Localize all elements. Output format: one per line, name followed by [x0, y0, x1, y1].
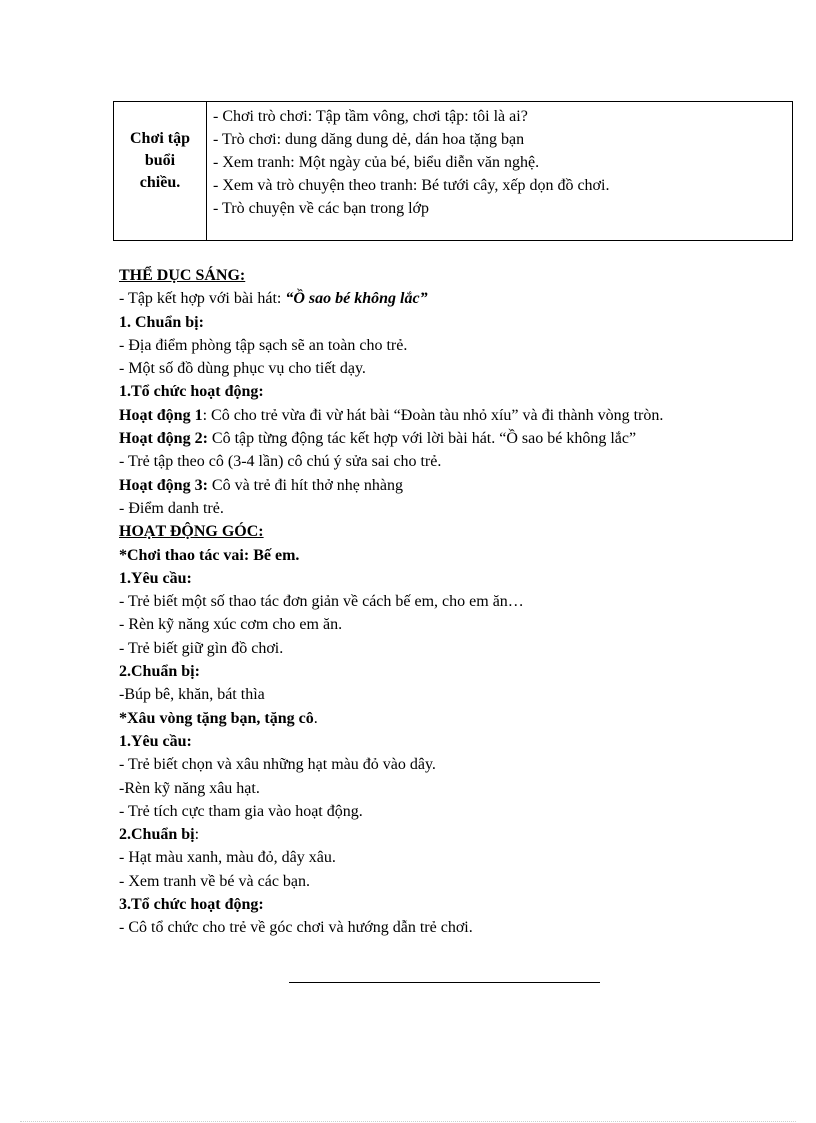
list-item: - Một số đồ dùng phục vụ cho tiết dạy. — [119, 360, 366, 378]
list-item: - Trẻ biết giữ gìn đồ chơi. — [119, 639, 284, 657]
list-item: - Hạt màu xanh, màu đỏ, dây xâu. — [119, 849, 336, 867]
section-heading-corner-activities: HOẠT ĐỘNG GÓC: — [119, 523, 264, 541]
list-item: - Điểm danh trẻ. — [119, 499, 224, 517]
activity-text: : Cô cho trẻ vừa đi vừ hát bài “Đoàn tàu nhỏ xíu” và đi thành vòng tròn. — [202, 406, 664, 424]
schedule-label-line: buổi — [144, 152, 176, 169]
list-item: - Chơi trò chơi: Tập tầm vông, chơi tập: tôi là ai? — [213, 108, 528, 125]
list-item: -Búp bê, khăn, bát thìa — [119, 686, 265, 704]
morning-intro — [119, 287, 709, 310]
list-item: - Trò chuyện về các bạn trong lớp — [213, 200, 429, 217]
subheading-requirements: 1.Yêu cầu: — [119, 569, 192, 587]
list-item: - Trò chơi: dung dăng dung dẻ, dán hoa tặng bạn — [213, 131, 525, 148]
activity-label: Hoạt động 1 — [119, 406, 203, 424]
schedule-label-line: Chơi tập — [130, 130, 190, 147]
subheading-prep: 2.Chuẩn bị — [119, 826, 195, 844]
activity-text: Cô và trẻ đi hít thở nhẹ nhàng — [207, 476, 403, 494]
subheading-prep: 1. Chuẩn bị: — [119, 313, 204, 331]
activity-2 — [119, 427, 709, 450]
schedule-items-cell — [207, 102, 793, 241]
song-title: “Ồ sao bé không lắc” — [285, 290, 428, 308]
schedule-label-line: chiều. — [139, 174, 181, 191]
role-play-title: *Chơi thao tác vai: Bế em. — [119, 546, 300, 564]
page-bottom-border — [20, 1121, 796, 1122]
afternoon-schedule-table — [113, 101, 793, 241]
colon: : — [194, 826, 200, 844]
table-row — [114, 102, 793, 241]
list-item: - Xem và trò chuyện theo tranh: Bé tưới cây, xếp dọn đồ chơi. — [213, 177, 610, 194]
subheading-organization: 3.Tổ chức hoạt động: — [119, 896, 264, 914]
bead-title-line — [119, 707, 709, 730]
activity-text: Cô tập từng động tác kết hợp với lời bài hát. “Ồ sao bé không lắc” — [207, 430, 637, 448]
activity-3 — [119, 474, 709, 497]
morning-intro-text: - Tập kết hợp với bài hát: — [119, 290, 286, 308]
list-item: - Rèn kỹ năng xúc cơm cho em ăn. — [119, 616, 343, 634]
list-item: - Cô tổ chức cho trẻ về góc chơi và hướng dẫn trẻ chơi. — [119, 919, 473, 937]
list-item: - Trẻ tích cực tham gia vào hoạt động. — [119, 802, 363, 820]
section-heading-morning-exercise: THỂ DỤC SÁNG: — [119, 267, 246, 284]
list-item: - Xem tranh về bé và các bạn. — [119, 872, 311, 890]
document-body — [119, 264, 709, 940]
list-item: - Trẻ biết chọn và xâu những hạt màu đỏ vào dây. — [119, 756, 436, 774]
activity-1 — [119, 404, 709, 427]
end-divider — [289, 982, 600, 983]
list-item: - Trẻ tập theo cô (3-4 lần) cô chú ý sửa sai cho trẻ. — [119, 453, 442, 471]
activity-label: Hoạt động 2: — [119, 430, 208, 448]
bead-title: *Xâu vòng tặng bạn, tặng cô — [119, 709, 314, 727]
list-item: - Trẻ biết một số thao tác đơn giản về cách bế em, cho em ăn… — [119, 593, 524, 611]
bead-title-dot: . — [313, 709, 318, 727]
list-item: - Địa điểm phòng tập sạch sẽ an toàn cho trẻ. — [119, 336, 408, 354]
list-item: - Xem tranh: Một ngày của bé, biểu diễn văn nghệ. — [213, 154, 540, 171]
bead-prep-heading-line — [119, 823, 709, 846]
list-item: -Rèn kỹ năng xâu hạt. — [119, 779, 260, 797]
schedule-label-cell — [114, 102, 207, 241]
subheading-requirements: 1.Yêu cầu: — [119, 732, 192, 750]
activity-label: Hoạt động 3: — [119, 476, 208, 494]
subheading-prep: 2.Chuẩn bị: — [119, 663, 200, 681]
subheading-organization: 1.Tổ chức hoạt động: — [119, 383, 264, 401]
